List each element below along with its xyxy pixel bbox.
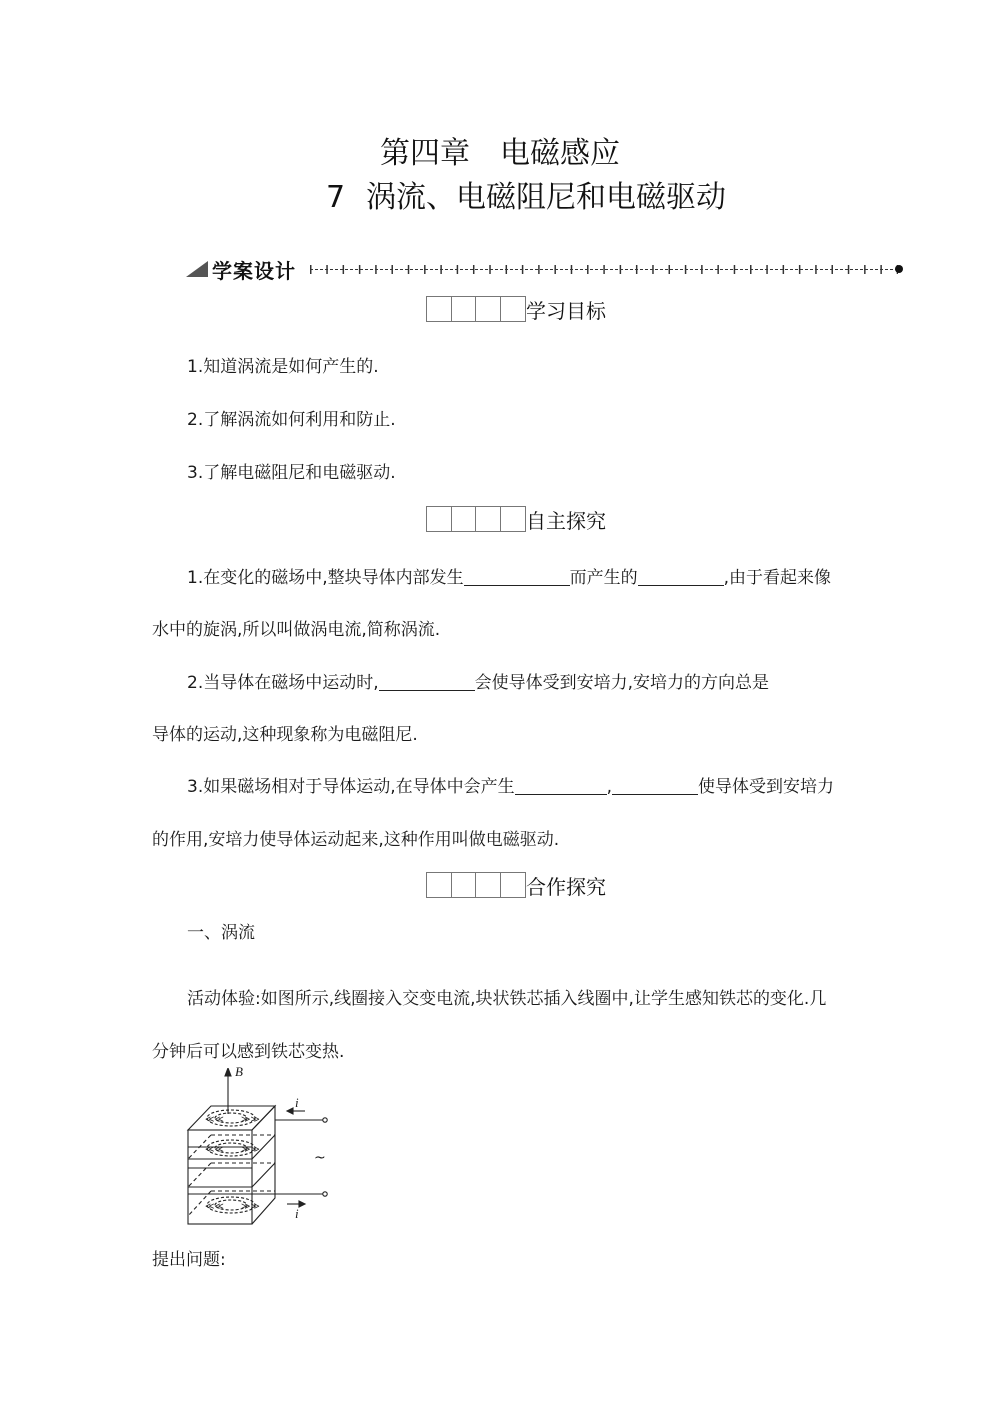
question-3-line2: 的作用,安培力使导体运动起来,这种作用叫做电磁驱动.: [152, 830, 560, 850]
objective-item: 2.了解涡流如何利用和防止.: [187, 410, 396, 430]
svg-text:≪≪: ≪≪: [205, 1115, 224, 1125]
question-1: [187, 563, 831, 588]
q3-text-a: 3.如果磁场相对于导体运动,在导体中会产生: [187, 777, 515, 797]
q1-text-c: ,由于看起来像: [723, 568, 832, 588]
chapter-topic: 电磁感应: [500, 136, 620, 171]
box-icon: [426, 506, 452, 532]
subheading-eddy-current: 一、涡流: [187, 923, 255, 943]
lesson-number: 7: [326, 180, 346, 215]
objective-item: 3.了解电磁阻尼和电磁驱动.: [187, 463, 396, 483]
q2-text-b: 会使导体受到安培力,安培力的方向总是: [474, 673, 770, 693]
heading-label: 自主探究: [526, 509, 606, 533]
svg-text:≪≪: ≪≪: [205, 1202, 224, 1212]
label-B: B: [235, 1064, 243, 1079]
cooperative-heading: [426, 868, 606, 898]
question-prompt: 提出问题:: [152, 1250, 226, 1270]
heading-label: 学习目标: [526, 299, 606, 323]
svg-text:≫≫: ≫≫: [241, 1145, 260, 1155]
heading-boxes: [426, 872, 524, 898]
label-ac-source: ~: [314, 1150, 326, 1166]
box-icon: [426, 872, 452, 898]
question-1-line2: 水中的旋涡,所以叫做涡电流,简称涡流.: [152, 620, 441, 640]
objective-item: 1.知道涡流是如何产生的.: [187, 357, 379, 377]
box-icon: [475, 872, 501, 898]
lesson-title: [326, 172, 726, 216]
iron-core-diagram: [183, 1068, 333, 1228]
q2-text-a: 2.当导体在磁场中运动时,: [187, 673, 379, 693]
box-icon: [500, 872, 526, 898]
question-3: [187, 772, 834, 797]
heading-boxes: [426, 296, 524, 322]
box-icon: [451, 296, 477, 322]
svg-text:≪≪: ≪≪: [205, 1145, 224, 1155]
fill-blank[interactable]: [379, 672, 475, 691]
fill-blank[interactable]: [464, 567, 570, 586]
q1-text-a: 1.在变化的磁场中,整块导体内部发生: [187, 568, 464, 588]
banner-label: 学案设计: [212, 259, 296, 283]
self-study-heading: [426, 502, 606, 532]
box-icon: [500, 296, 526, 322]
triangle-icon: [186, 261, 208, 277]
objectives-heading: [426, 292, 606, 322]
divider-end-dot: [895, 265, 903, 273]
svg-text:≫≫: ≫≫: [241, 1202, 260, 1212]
heading-label: 合作探究: [526, 875, 606, 899]
box-icon: [475, 506, 501, 532]
chapter-title: [0, 128, 1000, 172]
lesson-title-text: 涡流、电磁阻尼和电磁驱动: [366, 180, 726, 215]
section-banner: [186, 257, 906, 283]
box-icon: [475, 296, 501, 322]
fill-blank[interactable]: [612, 776, 698, 795]
activity-line-1: 活动体验:如图所示,线圈接入交变电流,块状铁芯插入线圈中,让学生感知铁芯的变化.几: [187, 989, 827, 1009]
label-i-bottom: i: [295, 1206, 299, 1221]
box-icon: [426, 296, 452, 322]
question-2: [187, 668, 769, 693]
question-2-line2: 导体的运动,这种现象称为电磁阻尼.: [152, 725, 418, 745]
eddy-current-figure: [183, 1064, 333, 1228]
box-icon: [451, 506, 477, 532]
box-icon: [500, 506, 526, 532]
q3-text-b: ,: [606, 777, 613, 797]
activity-line-2: 分钟后可以感到铁芯变热.: [152, 1042, 345, 1062]
fill-blank[interactable]: [515, 776, 607, 795]
box-icon: [451, 872, 477, 898]
heading-boxes: [426, 506, 524, 532]
svg-text:≫≫: ≫≫: [241, 1115, 260, 1125]
q1-text-b: 而产生的: [569, 568, 638, 588]
q3-text-c: 使导体受到安培力: [698, 777, 835, 797]
chapter-number: 第四章: [380, 136, 470, 171]
divider-ticks: [310, 265, 898, 274]
label-i-top: i: [295, 1095, 299, 1110]
fill-blank[interactable]: [638, 567, 724, 586]
